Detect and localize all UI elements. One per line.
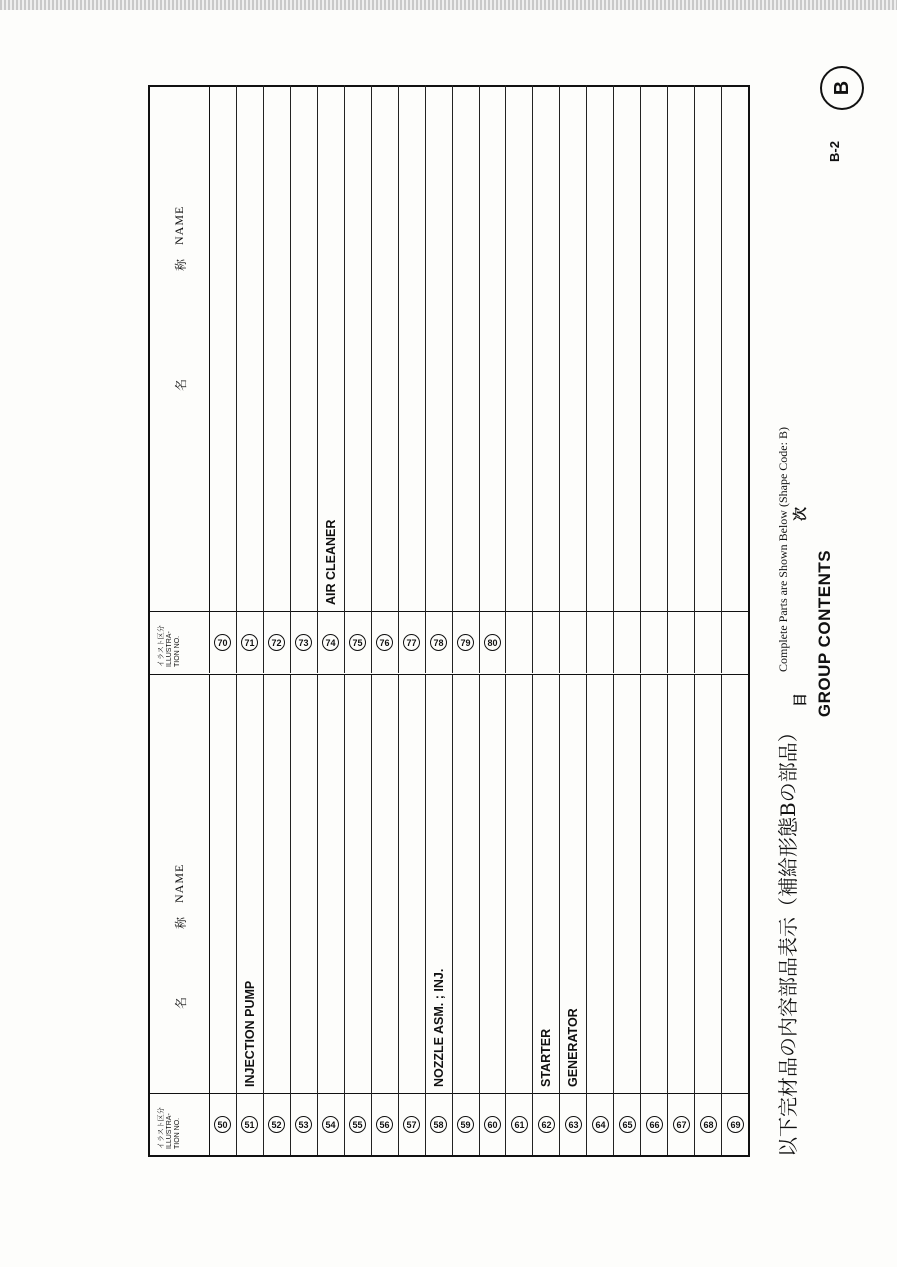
part-name-cell bbox=[480, 675, 506, 1093]
table-row bbox=[722, 675, 748, 1155]
illustration-no-cell bbox=[345, 1093, 371, 1155]
part-name-cell bbox=[668, 85, 694, 611]
illustration-no-cell bbox=[318, 1093, 344, 1155]
table-row bbox=[695, 675, 722, 1155]
illustration-no-cell bbox=[210, 1093, 236, 1155]
table-row bbox=[560, 675, 587, 1155]
illustration-no-cell bbox=[506, 1093, 532, 1155]
part-name-cell bbox=[210, 675, 236, 1093]
title-kanji-right: 次 bbox=[793, 507, 809, 521]
table-row bbox=[533, 85, 560, 673]
illustration-no-cell bbox=[426, 1093, 452, 1155]
illustration-number: 68 bbox=[700, 1116, 717, 1133]
part-name-cell bbox=[695, 675, 721, 1093]
table-row bbox=[641, 675, 668, 1155]
table-row bbox=[587, 85, 614, 673]
table-row bbox=[614, 85, 641, 673]
table-row bbox=[668, 675, 695, 1155]
illustration-no-cell bbox=[318, 611, 344, 673]
illustration-number: 61 bbox=[511, 1116, 528, 1133]
table-row bbox=[560, 85, 587, 673]
illustration-no-cell bbox=[399, 1093, 425, 1155]
table-row bbox=[453, 85, 480, 673]
table-left-half bbox=[150, 674, 748, 1155]
title-kanji-left: 目 bbox=[793, 693, 809, 707]
illustration-no-cell bbox=[210, 611, 236, 673]
part-name-cell bbox=[722, 85, 748, 611]
part-name-cell: INJECTION PUMP bbox=[242, 980, 257, 1087]
illustration-number: 62 bbox=[538, 1116, 555, 1133]
jp-subtitle: 以下完材品の内容部品表示（補給形態Bの部品） bbox=[776, 722, 800, 1157]
part-name-cell bbox=[453, 675, 479, 1093]
part-name-cell bbox=[506, 85, 532, 611]
table-row bbox=[480, 675, 507, 1155]
table-row bbox=[453, 675, 480, 1155]
illustration-number: 58 bbox=[430, 1116, 447, 1133]
illustration-number: 57 bbox=[403, 1116, 420, 1133]
part-name-cell bbox=[533, 85, 559, 611]
table-header-left bbox=[150, 675, 210, 1155]
col-header-name: 名 称 NAME bbox=[172, 205, 188, 391]
illustration-no-cell bbox=[264, 611, 290, 673]
illustration-no-cell bbox=[426, 611, 452, 673]
table-header-right bbox=[150, 85, 210, 673]
illustration-no-cell bbox=[695, 1093, 721, 1155]
illustration-number: 67 bbox=[673, 1116, 690, 1133]
part-name-cell: NOZZLE ASM. ; INJ. bbox=[431, 968, 446, 1087]
illustration-number: 51 bbox=[241, 1116, 258, 1133]
table-row bbox=[345, 85, 372, 673]
part-name-cell bbox=[372, 85, 398, 611]
table-row bbox=[668, 85, 695, 673]
illustration-no-cell bbox=[264, 1093, 290, 1155]
table-row bbox=[264, 675, 291, 1155]
part-name-cell bbox=[480, 85, 506, 611]
illustration-number: 55 bbox=[349, 1116, 366, 1133]
part-name-cell bbox=[453, 85, 479, 611]
illustration-no-cell bbox=[372, 611, 398, 673]
illustration-number: 53 bbox=[295, 1116, 312, 1133]
table-row bbox=[399, 675, 426, 1155]
part-name-cell bbox=[587, 85, 613, 611]
illustration-no-cell bbox=[291, 1093, 317, 1155]
rows-left bbox=[210, 675, 748, 1155]
table-row bbox=[506, 85, 533, 673]
part-name-cell bbox=[372, 675, 398, 1093]
illustration-no-cell bbox=[372, 1093, 398, 1155]
illustration-no-cell bbox=[533, 611, 559, 673]
table-row bbox=[722, 85, 748, 673]
table-row bbox=[506, 675, 533, 1155]
illustration-no-cell bbox=[668, 611, 694, 673]
en-subtitle: Complete Parts are Shown Below (Shape Code: B) bbox=[776, 427, 790, 672]
illustration-no-cell bbox=[722, 611, 748, 673]
illustration-no-cell bbox=[237, 1093, 263, 1155]
part-name-cell: STARTER bbox=[539, 1028, 554, 1087]
illustration-number: 69 bbox=[727, 1116, 744, 1133]
illustration-no-cell bbox=[480, 611, 506, 673]
illustration-number: 73 bbox=[295, 634, 312, 651]
illustration-no-cell bbox=[533, 1093, 559, 1155]
illustration-no-cell bbox=[480, 1093, 506, 1155]
table-row bbox=[318, 675, 345, 1155]
illustration-number: 64 bbox=[592, 1116, 609, 1133]
table-row bbox=[291, 85, 318, 673]
part-name-cell bbox=[237, 85, 263, 611]
part-name-cell bbox=[614, 675, 640, 1093]
table-row bbox=[426, 675, 453, 1155]
illustration-no-cell bbox=[614, 611, 640, 673]
table-row bbox=[237, 675, 264, 1155]
illustration-no-cell bbox=[587, 611, 613, 673]
illustration-number: 65 bbox=[619, 1116, 636, 1133]
illustration-number: 74 bbox=[322, 634, 339, 651]
shape-code-badge: B bbox=[820, 66, 864, 110]
illustration-number: 56 bbox=[376, 1116, 393, 1133]
illustration-number: 76 bbox=[376, 634, 393, 651]
illustration-number: 72 bbox=[268, 634, 285, 651]
illustration-number: 77 bbox=[403, 634, 420, 651]
illustration-number: 79 bbox=[457, 634, 474, 651]
illustration-number: 60 bbox=[484, 1116, 501, 1133]
col-header-name: 名 称 NAME bbox=[172, 863, 188, 1009]
part-name-cell: AIR CLEANER bbox=[323, 519, 338, 605]
illustration-number: 52 bbox=[268, 1116, 285, 1133]
table-row bbox=[264, 85, 291, 673]
illustration-no-cell bbox=[668, 1093, 694, 1155]
part-name-cell bbox=[722, 675, 748, 1093]
part-name-cell bbox=[210, 85, 236, 611]
illustration-no-cell bbox=[641, 1093, 667, 1155]
illustration-no-cell bbox=[722, 1093, 748, 1155]
table-row bbox=[345, 675, 372, 1155]
part-name-cell bbox=[641, 85, 667, 611]
illustration-no-cell bbox=[399, 611, 425, 673]
illustration-number: 54 bbox=[322, 1116, 339, 1133]
table-row bbox=[210, 85, 237, 673]
col-header-illustration-no: イラスト区分 ILLUSTRA- TION NO. bbox=[150, 611, 209, 673]
part-name-cell bbox=[641, 675, 667, 1093]
part-name-cell bbox=[318, 675, 344, 1093]
illustration-no-cell bbox=[237, 611, 263, 673]
table-row bbox=[399, 85, 426, 673]
part-name-cell bbox=[695, 85, 721, 611]
illustration-number: 78 bbox=[430, 634, 447, 651]
part-name-cell bbox=[560, 85, 586, 611]
illustration-no-cell bbox=[453, 611, 479, 673]
table-row bbox=[614, 675, 641, 1155]
col-header-illustration-no: イラスト区分 ILLUSTRA- TION NO. bbox=[150, 1093, 209, 1155]
page-number: B-2 bbox=[827, 141, 842, 162]
illustration-number: 59 bbox=[457, 1116, 474, 1133]
table-row bbox=[372, 675, 399, 1155]
part-name-cell bbox=[264, 85, 290, 611]
part-name-cell bbox=[291, 675, 317, 1093]
illustration-no-cell bbox=[453, 1093, 479, 1155]
table-row bbox=[372, 85, 399, 673]
part-name-cell bbox=[264, 675, 290, 1093]
illustration-no-cell bbox=[695, 611, 721, 673]
table-row bbox=[587, 675, 614, 1155]
part-name-cell bbox=[587, 675, 613, 1093]
illustration-no-cell bbox=[614, 1093, 640, 1155]
illustration-number: 50 bbox=[214, 1116, 231, 1133]
illustration-number: 70 bbox=[214, 634, 231, 651]
table-row bbox=[210, 675, 237, 1155]
table-row bbox=[291, 675, 318, 1155]
illustration-no-cell bbox=[587, 1093, 613, 1155]
rows-right bbox=[210, 85, 748, 673]
illustration-number: 80 bbox=[484, 634, 501, 651]
part-name-cell bbox=[506, 675, 532, 1093]
illustration-no-cell bbox=[506, 611, 532, 673]
illustration-number: 63 bbox=[565, 1116, 582, 1133]
part-name-cell bbox=[426, 85, 452, 611]
part-name-cell bbox=[291, 85, 317, 611]
illustration-number: 75 bbox=[349, 634, 366, 651]
table-row bbox=[318, 85, 345, 673]
illustration-no-cell bbox=[291, 611, 317, 673]
illustration-no-cell bbox=[345, 611, 371, 673]
illustration-no-cell bbox=[560, 1093, 586, 1155]
part-name-cell bbox=[399, 85, 425, 611]
page-title: GROUP CONTENTS bbox=[815, 549, 834, 718]
table-right-half bbox=[150, 85, 748, 673]
illustration-number: 66 bbox=[646, 1116, 663, 1133]
table-row bbox=[237, 85, 264, 673]
part-name-cell bbox=[668, 675, 694, 1093]
part-name-cell: GENERATOR bbox=[566, 1008, 581, 1087]
table-row bbox=[480, 85, 507, 673]
table-row bbox=[533, 675, 560, 1155]
group-contents-table bbox=[148, 85, 750, 1157]
table-row bbox=[641, 85, 668, 673]
illustration-no-cell bbox=[560, 611, 586, 673]
part-name-cell bbox=[345, 675, 371, 1093]
illustration-number: 71 bbox=[241, 634, 258, 651]
illustration-no-cell bbox=[641, 611, 667, 673]
part-name-cell bbox=[614, 85, 640, 611]
part-name-cell bbox=[345, 85, 371, 611]
table-row bbox=[426, 85, 453, 673]
table-row bbox=[695, 85, 722, 673]
part-name-cell bbox=[399, 675, 425, 1093]
